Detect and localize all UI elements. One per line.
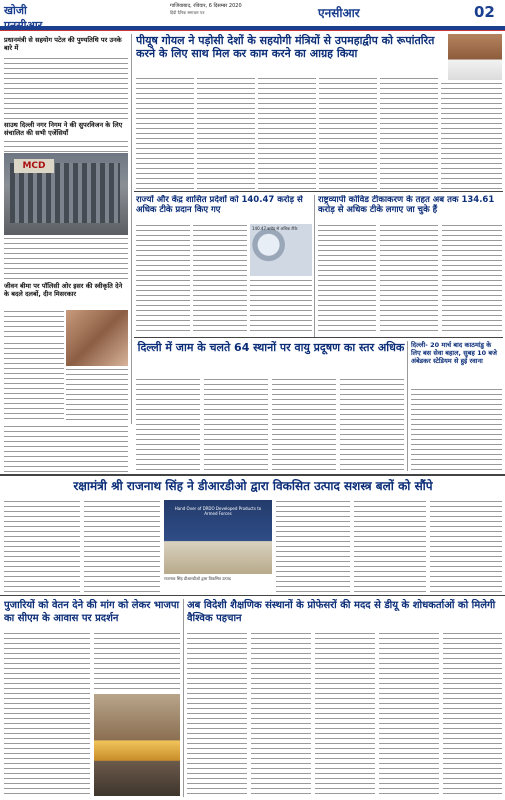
minister-photo — [448, 34, 502, 80]
left-third-body-end — [4, 425, 128, 472]
drdo-photo-caption: राजनाथ सिंह डीआरडीओ द्वारा विकसित उत्पाद — [164, 576, 231, 581]
page-number: 02 — [474, 3, 495, 21]
delhi-headline: दिल्ली में जाम के चलते 64 स्थानों पर वायु प्रदूषण का स्तर अधिक — [137, 341, 405, 354]
delhi-body-4 — [340, 378, 404, 472]
tagline: हिंदी दैनिक समाचार पत्र — [170, 10, 205, 15]
covid-body-3 — [442, 224, 502, 334]
banner-body-3 — [276, 500, 350, 592]
drdo-event-photo — [164, 500, 272, 574]
vaccine-body-2 — [193, 224, 247, 334]
banner-body-4 — [354, 500, 426, 592]
left-third-body-cont — [4, 342, 64, 422]
col-divider-4 — [183, 599, 184, 797]
vaccine-body-3 — [250, 279, 312, 334]
left-top-body — [4, 57, 128, 119]
covid-body-1 — [318, 224, 376, 334]
covid-headline: राष्ट्रव्यापी कोविड टीकाकरण के तहत अब तक 134.61 करोड़ से अधिक टीके लगाए जा चुके हैं — [318, 195, 495, 215]
left-second-headline: साउथ दिल्ली नगर निगम ने की सुपरविजन के लिए संचालित की सभी एजेंसियाँ — [4, 121, 123, 137]
dateline: गाजियाबाद, रविवार, 6 दिसम्बर 2020 — [170, 3, 242, 9]
main-body-1 — [136, 77, 194, 189]
left-third-headline: जीवन बीमा पर पॉलिसी ओर इसर की स्वीकृति देने के बदले दलबों, दीन मिसरकार — [4, 282, 123, 298]
priests-body-1 — [4, 632, 90, 796]
brand-logo: खोजी — [4, 4, 27, 17]
du-body-4 — [379, 632, 439, 796]
banner-body-2 — [84, 500, 160, 592]
left-second-body-cont — [4, 237, 128, 279]
section-rule-3 — [0, 474, 505, 476]
du-body-2 — [251, 632, 311, 796]
hands-photo — [66, 310, 128, 366]
vaccine-vials-photo — [250, 224, 312, 276]
vaccine-caption: 140.47 करोड़ से अधिक टीके — [252, 226, 298, 231]
kathmandu-bus-body — [411, 388, 502, 472]
section-rule-4 — [0, 595, 505, 596]
section-rule-1 — [134, 191, 503, 192]
du-headline: अब विदेशी शैक्षणिक संस्थानों के प्रोफेसरों की मदद से डीयू के शोधकर्ताओं को मिलेगी वैश्विक पहचान — [187, 600, 496, 624]
delhi-body-2 — [204, 378, 268, 472]
main-body-4 — [319, 77, 377, 189]
priests-headline: पुजारियों को वेतन देने की मांग को लेकर भाजपा का सीएम के आवास पर प्रदर्शन — [4, 600, 180, 624]
kathmandu-bus-headline: दिल्ली- 20 मार्च बाद काठमांडु के लिए बस सेवा बहाल, सुबह 10 बजे अंबेडकर स्टेडियम से हुई रवाना — [411, 341, 497, 365]
banner-body-1 — [4, 500, 80, 592]
vaccine-headline: राज्यों और केंद्र शासित प्रदेशों को 140.47 करोड़ से अधिक टीके प्रदान किए गए — [136, 195, 303, 215]
col-divider-2 — [314, 195, 315, 337]
masthead — [0, 0, 505, 28]
mcd-building-photo — [4, 153, 128, 235]
du-body-5 — [443, 632, 502, 796]
covid-body-2 — [380, 224, 438, 334]
priests-body-2 — [94, 632, 180, 692]
banner-headline: रक्षामंत्री श्री राजनाथ सिंह ने डीआरडीओ द्वारा विकसित उत्पाद सशस्त्र बलों को सौंपे — [73, 479, 433, 493]
col-divider-1 — [131, 34, 132, 424]
masthead-rule-accent — [0, 30, 505, 31]
drdo-banner-text: Hand Over of DRDO Developed Products to Armed Forces — [174, 506, 262, 516]
du-body-3 — [315, 632, 375, 796]
section-title: एनसीआर — [318, 6, 360, 20]
main-headline: पीयूष गोयल ने पड़ोसी देशों के सहयोगी मंत्रियों से उपमहाद्वीप को रूपांतरित करने के लिए साथ मिल कर काम करने का आग्रह किया — [136, 34, 435, 60]
du-body-1 — [187, 632, 247, 796]
main-body-5 — [380, 77, 438, 189]
left-third-body — [4, 310, 64, 340]
main-body-3 — [258, 77, 316, 189]
delhi-body-3 — [272, 378, 336, 472]
col-divider-3 — [407, 341, 408, 471]
delhi-body-1 — [136, 378, 200, 472]
main-body-2 — [197, 77, 255, 189]
left-top-headline: प्रधानमंत्री से सहयोग पटेल की पुण्यतिथि पर उनके बारे में — [4, 36, 122, 52]
protest-photo — [94, 694, 180, 796]
main-body-6 — [441, 82, 502, 189]
section-rule-2 — [134, 337, 503, 338]
left-second-body — [4, 140, 128, 152]
banner-body-5 — [430, 500, 502, 592]
mcd-sign: MCD — [14, 159, 54, 173]
vaccine-body-1 — [136, 224, 190, 334]
left-third-body-cont2 — [66, 368, 128, 422]
